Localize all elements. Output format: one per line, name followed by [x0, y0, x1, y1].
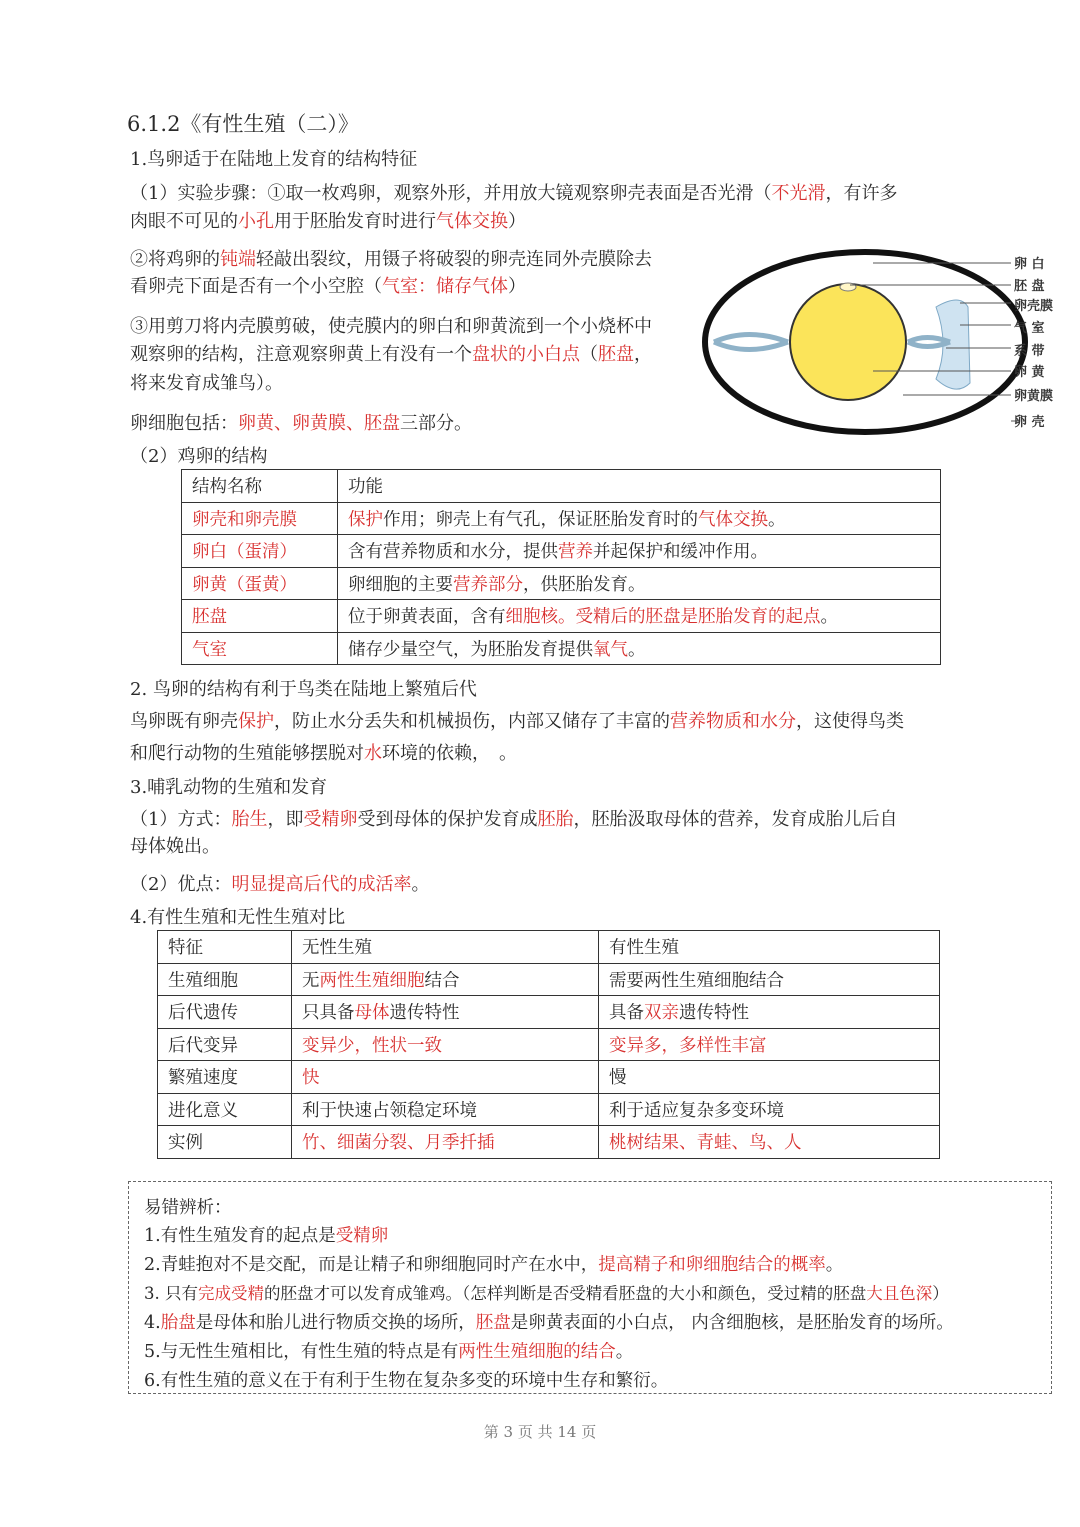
- header-cell: 结构名称: [182, 470, 338, 503]
- section-4-heading: 4.有性生殖和无性生殖对比: [130, 907, 346, 928]
- feature-cell: 后代变异: [158, 1028, 292, 1061]
- feature-cell: 后代遗传: [158, 996, 292, 1029]
- header-cell: 无性生殖: [292, 931, 599, 964]
- error-item-2: 2.青蛙抱对不是交配，而是让精子和卵细胞同时产在水中，提高精子和卵细胞结合的概率。: [144, 1255, 844, 1275]
- sexual-cell: 桃树结果、青蛙、鸟、人: [599, 1126, 940, 1159]
- asexual-cell: 快: [292, 1061, 599, 1094]
- page-title: 6.1.2《有性生殖（二）》: [127, 112, 359, 136]
- section-1-2-heading: （2）鸡卵的结构: [130, 446, 268, 467]
- asexual-cell: 变异少，性状一致: [292, 1028, 599, 1061]
- label-germinal-disc: 胚 盘: [1014, 279, 1045, 294]
- table-row: [182, 502, 941, 535]
- table-row: [158, 996, 940, 1029]
- error-item-4: 4.胎盘是母体和胎儿进行物质交换的场所，胚盘是卵黄表面的小白点， 内含细胞核，是胚胎发育的场所。: [144, 1313, 954, 1333]
- asexual-cell: 无两性生殖细胞结合: [292, 963, 599, 996]
- step-2-line-2: 看卵壳下面是否有一个小空腔（气室：储存气体）: [130, 276, 526, 297]
- label-yolk: 卵 黄: [1014, 365, 1045, 380]
- structure-function: 位于卵黄表面，含有细胞核。受精后的胚盘是胚胎发育的起点。: [338, 600, 941, 633]
- egg-structure-table: [181, 469, 941, 665]
- error-item-5: 5.与无性生殖相比，有性生殖的特点是有两性生殖细胞的结合。: [144, 1342, 634, 1362]
- asexual-cell: 竹、细菌分裂、月季扦插: [292, 1126, 599, 1159]
- table-row: [158, 963, 940, 996]
- structure-name: 胚盘: [182, 600, 338, 633]
- structure-name: 卵黄（蛋黄）: [182, 567, 338, 600]
- structure-function: 保护作用；卵壳上有气孔，保证胚胎发育时的气体交换。: [338, 502, 941, 535]
- section-3-line-2: 母体娩出。: [130, 836, 220, 857]
- asexual-cell: 利于快速占领稳定环境: [292, 1093, 599, 1126]
- yolk-shape: [790, 284, 906, 400]
- label-chalaza: 系 带: [1014, 344, 1045, 359]
- feature-cell: 繁殖速度: [158, 1061, 292, 1094]
- header-cell: 特征: [158, 931, 292, 964]
- sexual-cell: 具备双亲遗传特性: [599, 996, 940, 1029]
- structure-name: 气室: [182, 632, 338, 665]
- step-1-line-2: 肉眼不可见的小孔用于胚胎发育时进行气体交换）: [130, 211, 526, 232]
- germinal-disc-shape: [840, 283, 856, 291]
- label-air-cell: 气 室: [1014, 321, 1045, 336]
- sexual-cell: 慢: [599, 1061, 940, 1094]
- error-item-6: 6.有性生殖的意义在于有利于生物在复杂多变的环境中生存和繁衍。: [144, 1371, 669, 1391]
- table-row: [158, 1093, 940, 1126]
- section-2-heading: 2. 鸟卵的结构有利于鸟类在陆地上繁殖后代: [130, 679, 477, 700]
- structure-name: 卵壳和卵壳膜: [182, 502, 338, 535]
- table-row: [158, 1126, 940, 1159]
- step-3-line-2: 观察卵的结构，注意观察卵黄上有没有一个盘状的小白点（胚盘，: [130, 344, 652, 365]
- error-item-1: 1.有性生殖发育的起点是受精卵: [144, 1226, 389, 1246]
- label-shell: 卵 壳: [1014, 415, 1045, 430]
- section-1-heading: 1.鸟卵适于在陆地上发育的结构特征: [130, 149, 418, 170]
- egg-cell-parts: 卵细胞包括：卵黄、卵黄膜、胚盘三部分。: [130, 413, 472, 434]
- table-row: [182, 632, 941, 665]
- section-2-line-2: 和爬行动物的生殖能够摆脱对水环境的依赖， 。: [130, 743, 517, 764]
- sexual-cell: 利于适应复杂多变环境: [599, 1093, 940, 1126]
- asexual-cell: 只具备母体遗传特性: [292, 996, 599, 1029]
- structure-function: 储存少量空气，为胚胎发育提供氧气。: [338, 632, 941, 665]
- structure-function: 卵细胞的主要营养部分，供胚胎发育。: [338, 567, 941, 600]
- step-1-line-1: （1）实验步骤：①取一枚鸡卵，观察外形，并用放大镜观察卵壳表面是否光滑（不光滑，有许多: [130, 183, 898, 204]
- section-3-heading: 3.哺乳动物的生殖和发育: [130, 777, 328, 798]
- section-3-line-1: （1）方式：胎生，即受精卵受到母体的保护发育成胚胎，胚胎汲取母体的营养，发育成胎儿后自: [130, 809, 898, 830]
- table-row: [158, 1028, 940, 1061]
- table-header-row: [182, 470, 941, 503]
- feature-cell: 生殖细胞: [158, 963, 292, 996]
- feature-cell: 实例: [158, 1126, 292, 1159]
- table-row: [158, 1061, 940, 1094]
- table-row: [182, 567, 941, 600]
- structure-function: 含有营养物质和水分，提供营养并起保护和缓冲作用。: [338, 535, 941, 568]
- error-analysis-heading: 易错辨析：: [144, 1198, 232, 1218]
- section-2-line-1: 鸟卵既有卵壳保护，防止水分丢失和机械损伤，内部又储存了丰富的营养物质和水分，这使得鸟类: [130, 711, 904, 732]
- header-cell: 有性生殖: [599, 931, 940, 964]
- sexual-cell: 需要两性生殖细胞结合: [599, 963, 940, 996]
- label-shell-membrane: 卵壳膜: [1014, 299, 1054, 314]
- feature-cell: 进化意义: [158, 1093, 292, 1126]
- page-footer: 第 3 页 共 14 页: [483, 1423, 597, 1441]
- table-row: [182, 600, 941, 633]
- structure-name: 卵白（蛋清）: [182, 535, 338, 568]
- table-header-row: [158, 931, 940, 964]
- step-3-line-1: ③用剪刀将内壳膜剪破，使壳膜内的卵白和卵黄流到一个小烧杯中: [130, 316, 652, 337]
- label-yolk-membrane: 卵黄膜: [1014, 389, 1054, 404]
- sexual-cell: 变异多，多样性丰富: [599, 1028, 940, 1061]
- error-item-3: 3. 只有完成受精的胚盘才可以发育成雏鸡。（怎样判断是否受精看胚盘的大小和颜色，受过精的胚盘大且色深）: [144, 1284, 949, 1303]
- step-2-line-1: ②将鸡卵的钝端轻敲出裂纹，用镊子将破裂的卵壳连同外壳膜除去: [130, 249, 652, 270]
- reproduction-compare-table: [157, 930, 940, 1159]
- table-row: [182, 535, 941, 568]
- egg-structure-diagram: [698, 245, 1068, 440]
- section-3-advantage: （2）优点：明显提高后代的成活率。: [130, 874, 430, 895]
- label-albumen: 卵 白: [1014, 257, 1045, 272]
- step-3-line-3: 将来发育成雏鸟）。: [130, 373, 283, 394]
- header-cell: 功能: [338, 470, 941, 503]
